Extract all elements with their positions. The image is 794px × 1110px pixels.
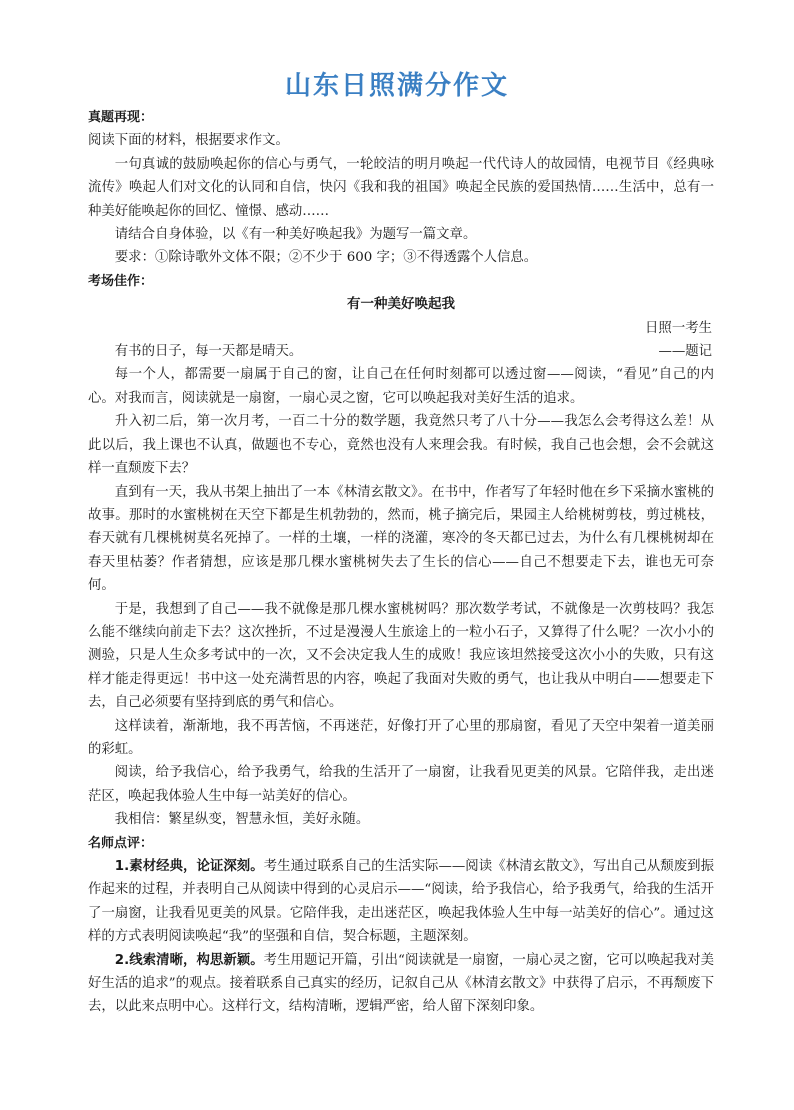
essay-paragraph: 阅读，给予我信心，给予我勇气，给我的生活开了一扇窗，让我看见更美的风景。它陪伴我，走出迷茫区，唤起我体验人生中每一站美好的信心。 <box>88 765 714 804</box>
essay-section-label: 考场佳作： <box>88 273 154 289</box>
prompt-task: 请结合自身体验，以《有一种美好唤起我》为题写一篇文章。 <box>114 227 477 243</box>
prompt-material: 一句真诚的鼓励唤起你的信心与勇气，一轮皎洁的明月唤起一代代诗人的故园情，电视节目《经典咏流传》唤起人们对文化的认同和自信，快闪《我和我的祖国》唤起全民族的爱国热情……生活中，总有一种美好能唤起你的回忆、憧憬、感动…… <box>88 156 714 219</box>
epigraph-signature: ——题记 <box>658 344 712 360</box>
essay-paragraph: 这样读着，渐渐地，我不再苦恼，不再迷茫，好像打开了心里的那扇窗，看见了天空中架着一道美丽的彩虹。 <box>88 718 714 757</box>
prompt-intro: 阅读下面的材料，根据要求作文。 <box>88 133 289 149</box>
comment-section-label: 名师点评： <box>88 835 154 851</box>
essay-title: 有一种美好唤起我 <box>347 296 455 313</box>
essay-author: 日照一考生 <box>645 320 712 336</box>
essay-epigraph <box>88 340 714 363</box>
essay-paragraph: 我相信：繁星纵变，智慧永恒，美好永随。 <box>114 812 370 828</box>
comment-item-body: 考生通过联系自己的生活实际——阅读《林清玄散文》，写出自己从颓废到振作起来的过程，并表明自己从阅读中得到的心灵启示——“阅读，给予我信心，给予我勇气，给我的生活开了一扇窗，让我看见更美的风景。它陪伴我，走出迷茫区，唤起我体验人生中每一站美好的信心”。通过这样的方式表明阅读唤起“我”的坚强和自信，契合标题，主题深刻。 <box>88 859 714 945</box>
document-body <box>88 106 714 1019</box>
essay-paragraph: 升入初二后，第一次月考，一百二十分的数学题，我竟然只考了八十分——我怎么会考得这么差！从此以后，我上课也不认真，做题也不专心，竟然也没有人来理会我。有时候，我自己也会想，会不会就这样一直颓废下去？ <box>88 414 714 477</box>
essay-paragraph: 于是，我想到了自己——我不就像是那几棵水蜜桃树吗？那次数学考试，不就像是一次剪枝吗？我怎么能不继续向前走下去？这次挫折，不过是漫漫人生旅途上的一粒小石子，又算得了什么呢？一次小小的测验，只是人生众多考试中的一次，又不会决定我人生的成败！我应该坦然接受这次小小的失败，只有这样才能走得更远！书中这一处充满哲思的内容，唤起了我面对失败的勇气，也让我从中明白——想要走下去，自己必须要有坚持到底的勇气和信心。 <box>88 601 714 711</box>
page-title: 山东日照满分作文 <box>284 71 509 101</box>
comment-item-head: 1.素材经典，论证深刻。 <box>114 859 264 874</box>
prompt-section-label: 真题再现： <box>88 110 154 125</box>
comment-item-body: 考生用题记开篇，引出“阅读就是一扇窗，一扇心灵之窗，它可以唤起我对美好生活的追求”的观点。接着联系自己真实的经历，记叙自己从《林清玄散文》中获得了启示，不再颓废下去，以此来点明中心。这样行文，结构清晰，逻辑严密，给人留下深刻印象。 <box>88 952 715 1015</box>
comment-item <box>88 949 714 1019</box>
prompt-requirements: 要求：①除诗歌外文体不限；②不少于 600 字；③不得透露个人信息。 <box>114 250 538 266</box>
essay-paragraph: 直到有一天，我从书架上抽出了一本《林清玄散文》。在书中，作者写了年轻时他在乡下采摘水蜜桃的故事。那时的水蜜桃树在天空下都是生机勃勃的，然而，桃子摘完后，果园主人给桃树剪枝，剪过桃枝，春天就有几棵桃树莫名死掉了。一样的土壤，一样的浇灌，寒冷的冬天都已过去，为什么有几棵桃树却在春天里枯萎？作者猜想，应该是那几棵水蜜桃树失去了生长的信心——自己不想要走下去，谁也无可奈何。 <box>88 484 714 594</box>
epigraph-text: 有书的日子，每一天都是晴天。 <box>114 344 303 360</box>
comment-item-head: 2.线索清晰，构思新颖。 <box>114 952 264 968</box>
essay-paragraph: 每一个人，都需要一扇属于自己的窗，让自己在任何时刻都可以透过窗——阅读，“看见”自己的内心。对我而言，阅读就是一扇窗，一扇心灵之窗，它可以唤起我对美好生活的追求。 <box>88 367 714 406</box>
comment-item <box>88 855 714 949</box>
